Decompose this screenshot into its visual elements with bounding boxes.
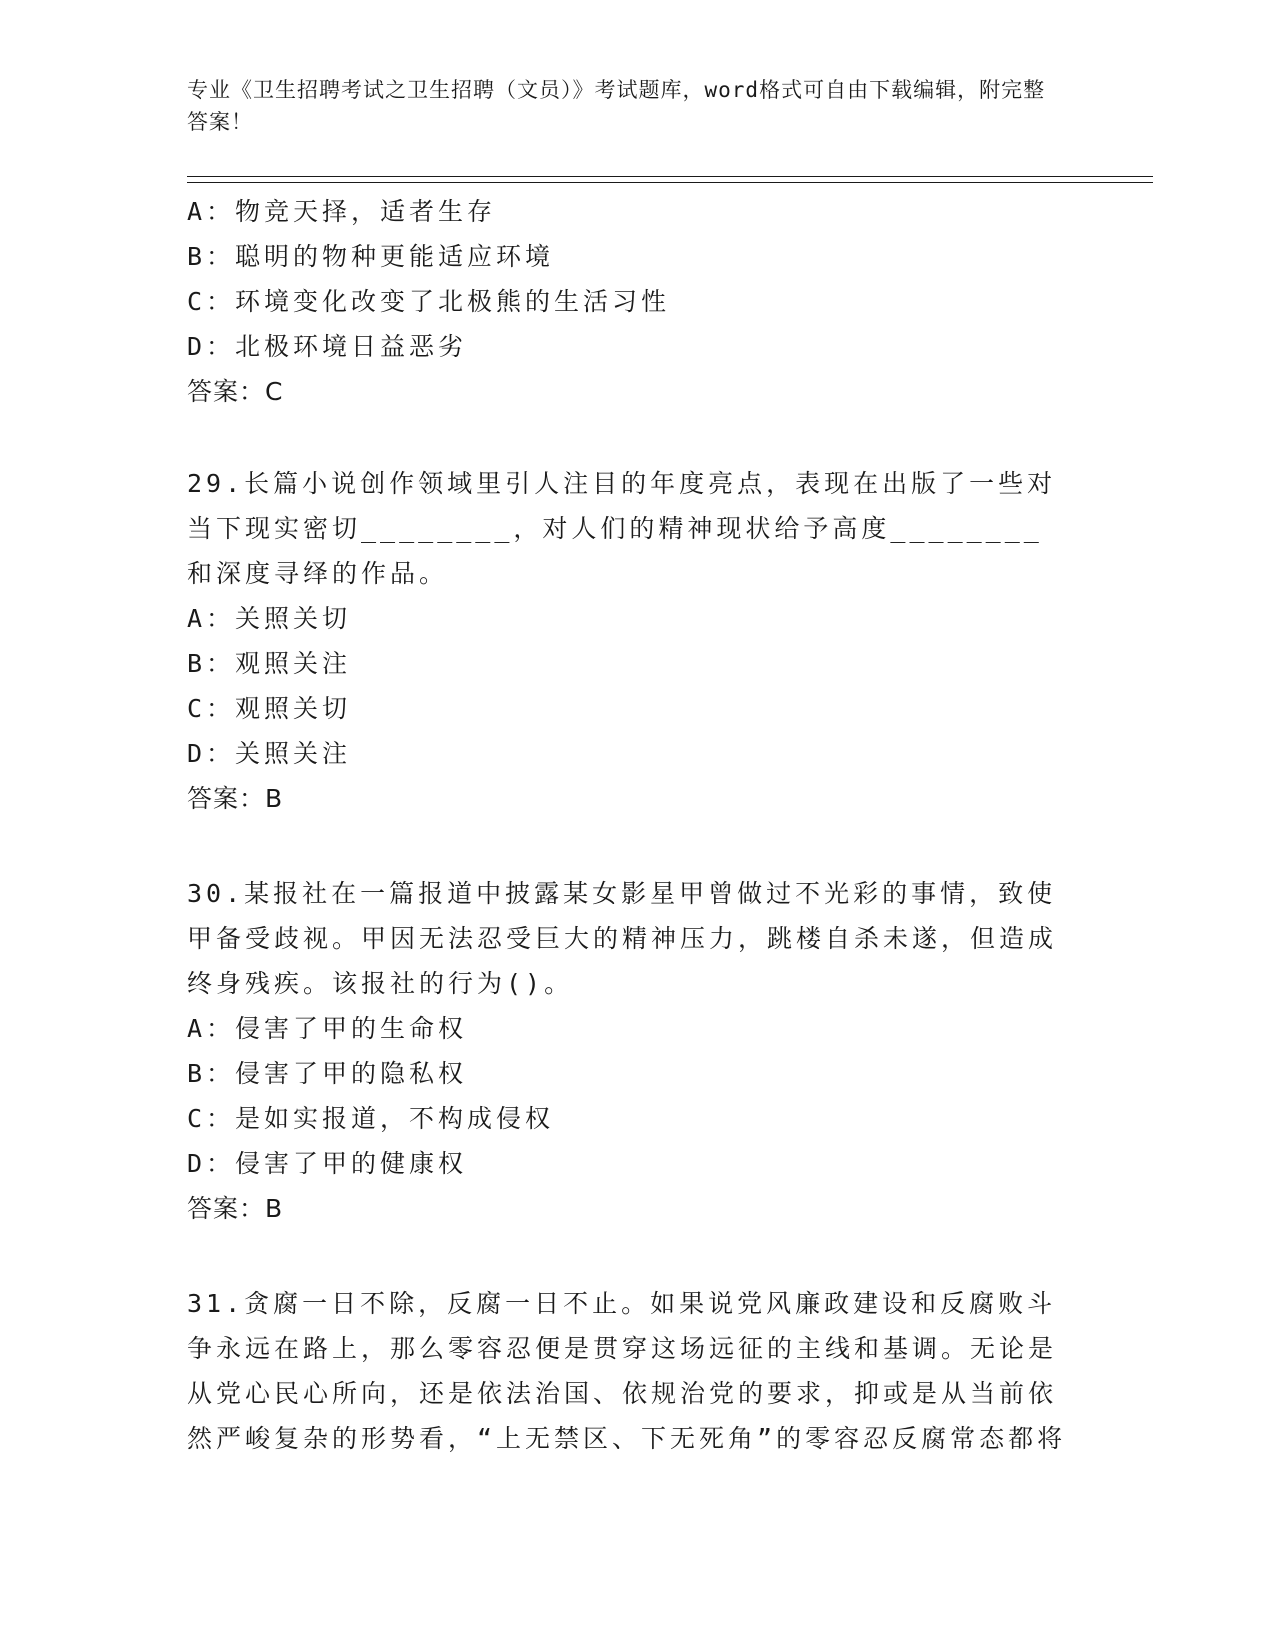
question-stem: 31.贪腐一日不除，反腐一日不止。如果说党风廉政建设和反腐败斗争永远在路上，那么零容忍便是贯穿这场远征的主线和基调。无论是从党心民心所向，还是依法治国、依规治党的要求，抑或是从当前依然严峻复杂的形势看，“上无禁区、下无死角”的零容忍反腐常态都将: [187, 1289, 1067, 1453]
option-b: B：侵害了甲的隐私权: [187, 1059, 468, 1088]
answer-line: 答案：C: [187, 377, 284, 406]
document-header: 专业《卫生招聘考试之卫生招聘（文员）》考试题库，word格式可自由下载编辑，附完整答案！: [187, 78, 1046, 134]
answer-line: 答案：B: [187, 784, 284, 813]
option-a: A：关照关切: [187, 604, 352, 633]
option-c: C：观照关切: [187, 694, 352, 723]
option-b: B：聪明的物种更能适应环境: [187, 242, 555, 271]
question-stem: 30.某报社在一篇报道中披露某女影星甲曾做过不光彩的事情，致使甲备受歧视。甲因无法忍受巨大的精神压力，跳楼自杀未遂，但造成终身残疾。该报社的行为()。: [187, 879, 1058, 998]
question-30: [187, 871, 1067, 1231]
option-a: A：侵害了甲的生命权: [187, 1014, 468, 1043]
question-stem: 29.长篇小说创作领域里引人注目的年度亮点，表现在出版了一些对当下现实密切________，对人们的精神现状给予高度________和深度寻绎的作品。: [187, 469, 1057, 588]
option-b: B：观照关注: [187, 649, 352, 678]
option-c: C：是如实报道，不构成侵权: [187, 1104, 555, 1133]
header-divider-top: [187, 176, 1153, 177]
question-31: [187, 1281, 1067, 1461]
option-d: D：关照关注: [187, 739, 352, 768]
header-divider-bottom: [187, 182, 1153, 183]
option-d: D：北极环境日益恶劣: [187, 332, 468, 361]
question-28: [187, 189, 1067, 414]
option-a: A：物竞天择，适者生存: [187, 197, 497, 226]
question-29: [187, 461, 1067, 821]
option-d: D：侵害了甲的健康权: [187, 1149, 468, 1178]
option-c: C：环境变化改变了北极熊的生活习性: [187, 287, 671, 316]
answer-line: 答案：B: [187, 1194, 284, 1223]
